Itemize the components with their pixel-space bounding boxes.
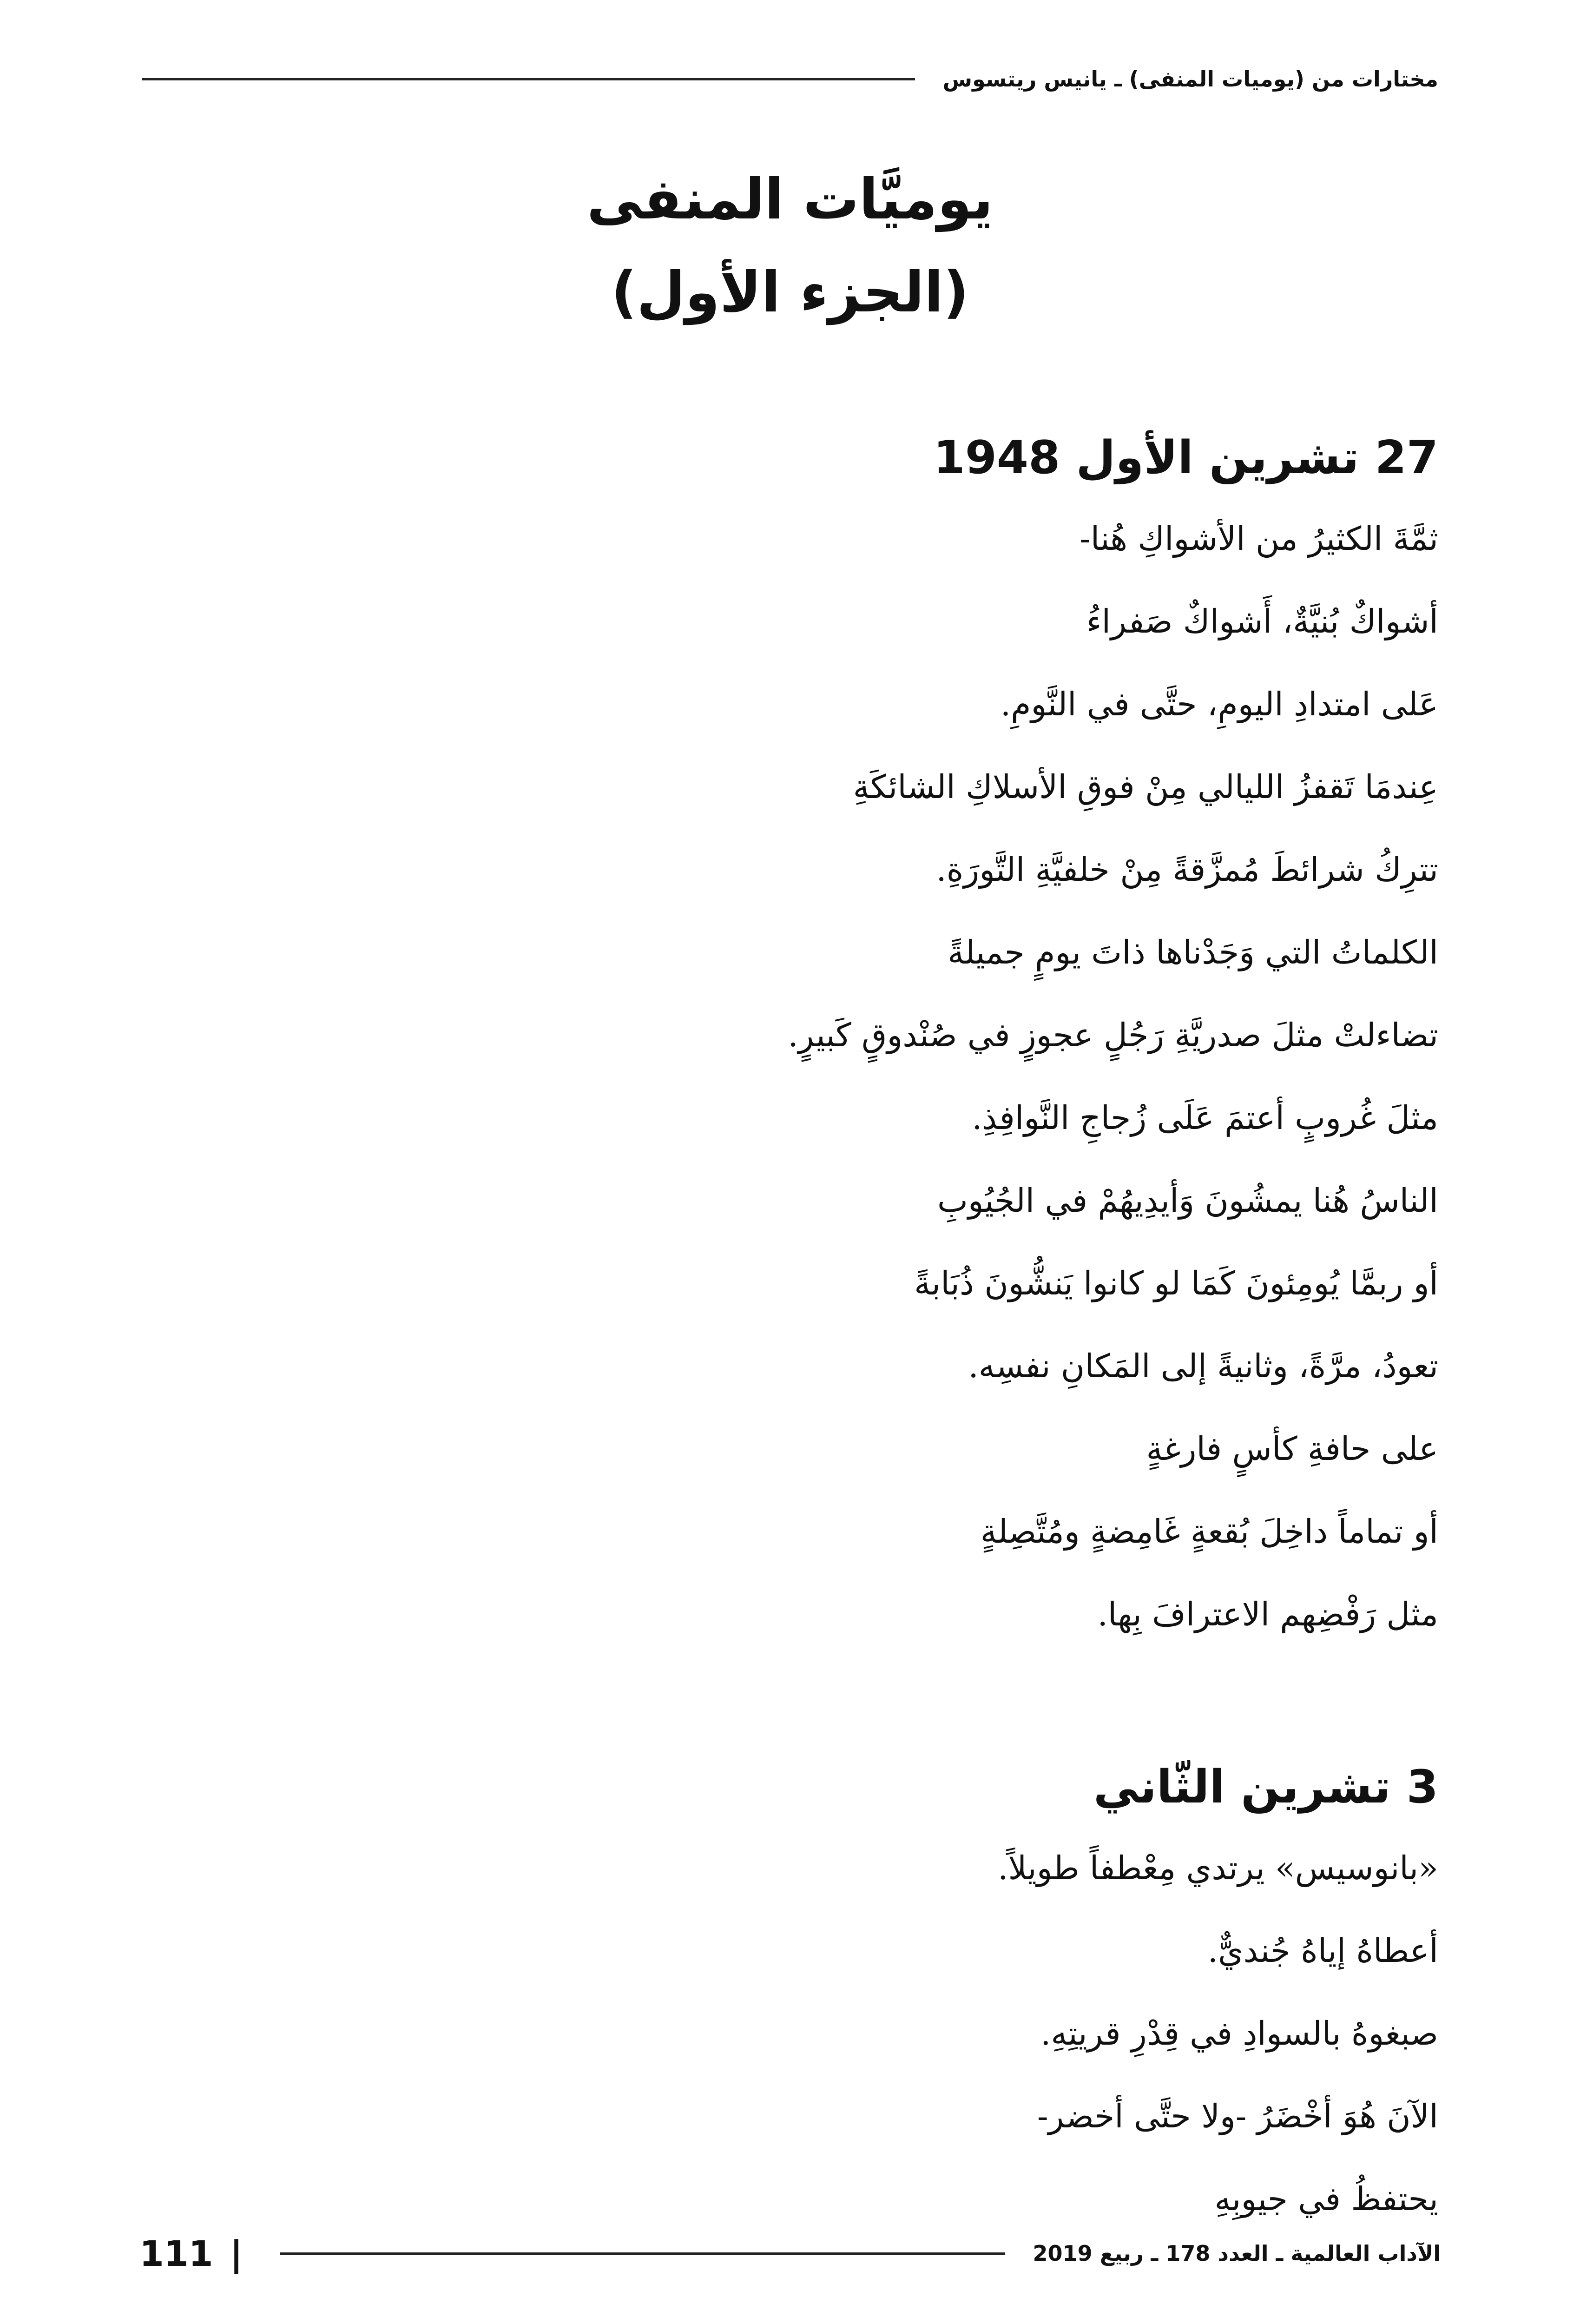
- journal-issue: الآداب العالمية ـ العدد 178 ـ ربيع 2019: [1033, 2241, 1441, 2266]
- verse-line: أو ربمَّا يُومِئونَ كَمَا لو كانوا يَنشُّونَ ذُبَابةً: [914, 1264, 1438, 1302]
- verse-line: على حافةِ كأسٍ فارغةٍ: [1146, 1430, 1438, 1468]
- verse-line: مثلَ غُروبٍ أعتمَ عَلَى زُجاجِ النَّوافِذِ.: [972, 1099, 1438, 1137]
- page-footer: [139, 2232, 1441, 2274]
- section-gap: [142, 1656, 1438, 1748]
- verse-line: عَلى امتدادِ اليومِ، حتَّى في النَّومِ.: [1000, 685, 1438, 723]
- verse-line: أو تماماً داخِلَ بُقعةٍ غَامِضةٍ ومُتَّصِلةٍ: [980, 1512, 1438, 1551]
- verse-line: تضاءلتْ مثلَ صدريَّةِ رَجُلٍ عجوزٍ في صُنْدوقٍ كَبيرٍ.: [788, 1016, 1438, 1054]
- section-heading: 3 تشرين الثّاني: [1093, 1761, 1438, 1814]
- main-title: يوميَّات المنفى: [586, 167, 994, 232]
- verse-line: تترِكُ شرائطَ مُمزَّقةً مِنْ خلفيَّةِ التَّورَةِ.: [936, 851, 1438, 889]
- verse-line: ثمَّةَ الكثيرُ من الأشواكِ هُنا-: [1080, 520, 1438, 558]
- section-oct-27: [142, 418, 1438, 1656]
- verse-line: الكلماتُ التي وَجَدْناها ذاتَ يومٍ جميلةً: [948, 933, 1438, 971]
- section-nov-3: [142, 1748, 1438, 2240]
- verse-line: عِندمَا تَقفزُ الليالي مِنْ فوقِ الأسلاكِ الشائكَةِ: [853, 768, 1438, 806]
- title-block: [0, 153, 1580, 339]
- sub-title: (الجزء الأول): [611, 260, 969, 325]
- verse-line: تعودُ، مرَّةً، وثانيةً إلى المَكانِ نفسِه.: [968, 1347, 1438, 1385]
- running-title: مختارات من (يوميات المنفى) ـ يانيس ريتسوس: [942, 66, 1438, 92]
- section-heading: 27 تشرين الأول 1948: [933, 431, 1438, 484]
- verse-line: يحتفظُ في جيوبِهِ: [1214, 2180, 1438, 2218]
- footer-rule: [280, 2252, 1005, 2255]
- page-number-separator: |: [230, 2232, 243, 2274]
- running-header: [142, 60, 1438, 98]
- poem-body: [142, 418, 1438, 2240]
- verse-line: الآنَ هُوَ أخْضَرُ -ولا حتَّى أخضر-: [1037, 2097, 1438, 2135]
- page-number: 111: [139, 2232, 213, 2274]
- verse-line: أشواكٌ بُنيَّةٌ، أَشواكٌ صَفراءُ: [1086, 602, 1438, 640]
- verse-line: أعطاهُ إياهُ جُنديٌّ.: [1207, 1932, 1438, 1970]
- verse-line: مثل رَفْضِهم الاعترافَ بِها.: [1097, 1595, 1438, 1633]
- header-rule: [142, 78, 915, 80]
- verse-line: «بانوسيس» يرتدي مِعْطفاً طويلاً.: [998, 1849, 1438, 1887]
- verse-line: الناسُ هُنا يمشُونَ وَأيدِيهُمْ في الجُيُوبِ: [937, 1182, 1438, 1220]
- verse-line: صبغوهُ بالسوادِ في قِدْرِ قريتِهِ.: [1040, 2014, 1438, 2053]
